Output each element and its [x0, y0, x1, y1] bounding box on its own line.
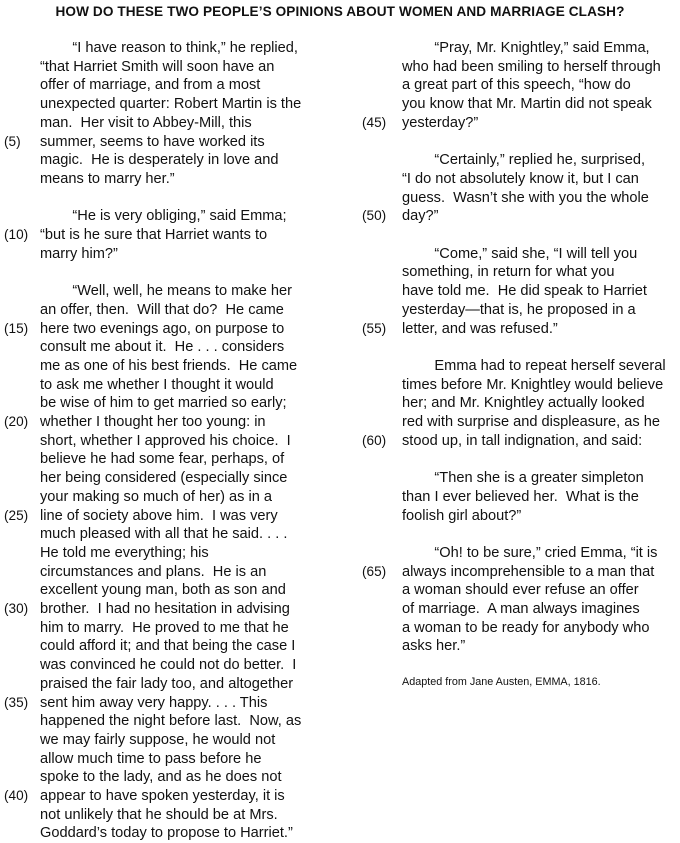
passage-line: “that Harriet Smith will soon have an — [40, 58, 275, 75]
passage-line: “I have reason to think,” he replied, — [40, 40, 298, 56]
passage-line: a great part of this speech, “how do — [402, 77, 631, 94]
passage-line: brother. I had no hesitation in advising — [40, 601, 290, 617]
passage-line: unexpected quarter: Robert Martin is the — [40, 96, 302, 113]
passage-line: we may fairly suppose, he would not — [40, 731, 276, 748]
line-number: (65) — [362, 563, 387, 579]
source-citation: Adapted from Jane Austen, EMMA, 1816. — [402, 675, 601, 688]
passage-line: offer of marriage, and from a most — [40, 77, 261, 94]
passage-line: who had been smiling to herself through — [402, 58, 661, 75]
passage-line: always incomprehensible to a man that — [402, 563, 655, 580]
passage-line: of marriage. A man always imagines — [402, 601, 640, 617]
passage-line: me as one of his best friends. He came — [40, 357, 298, 374]
passage-line: short, whether I approved his choice. I — [40, 432, 291, 449]
passage-line: asks her.” — [402, 638, 466, 655]
passage-line: Emma had to repeat herself several — [402, 357, 666, 374]
passage-line: red with surprise and displeasure, as he — [402, 414, 660, 430]
passage-line: allow much time to pass before he — [40, 750, 262, 767]
line-number: (55) — [362, 320, 387, 336]
passage-line: something, in return for what you — [402, 264, 615, 281]
passage-line: Goddard’s today to propose to Harriet.” — [40, 825, 293, 842]
passage-line: letter, and was refused.” — [402, 320, 558, 337]
passage-line: sent him away very happy. . . . This — [40, 694, 268, 711]
passage-line: be wise of him to get married so early; — [40, 395, 287, 412]
passage-line: was convinced he could not do better. I — [40, 657, 297, 674]
passage-line: appear to have spoken yesterday, it is — [40, 788, 285, 804]
page-title: HOW DO THESE TWO PEOPLE’S OPINIONS ABOUT WOMEN AND MARRIAGE CLASH? — [55, 4, 625, 19]
passage-line: a woman to be ready for anybody who — [402, 619, 650, 636]
passage-line: “Come,” said she, “I will tell you — [402, 245, 638, 262]
passage-line: not unlikely that he should be at Mrs. — [40, 806, 278, 823]
passage-line: guess. Wasn’t she with you the whole — [402, 189, 649, 206]
passage-line: whether I thought her too young: in — [40, 414, 266, 430]
passage-line: here two evenings ago, on purpose to — [40, 320, 285, 337]
passage-line: “Pray, Mr. Knightley,” said Emma, — [402, 40, 650, 56]
passage-line: spoke to the lady, and as he does not — [40, 769, 282, 786]
passage-line: “He is very obliging,” said Emma; — [40, 208, 287, 225]
passage-line: “I do not absolutely know it, but I can — [402, 170, 639, 187]
passage-line: “Well, well, he means to make her — [40, 283, 292, 300]
passage-line: “Then she is a greater simpleton — [402, 470, 644, 487]
passage-line: man. Her visit to Abbey-Mill, this — [40, 114, 252, 131]
passage-line: magic. He is desperately in love and — [40, 152, 279, 169]
passage-line: an offer, then. Will that do? He came — [40, 301, 284, 318]
line-number: (15) — [4, 320, 29, 336]
passage-line: her being considered (especially since — [40, 470, 288, 487]
passage-line: a woman should ever refuse an offer — [402, 582, 639, 599]
passage-line: day?” — [402, 208, 439, 225]
passage-line: means to marry her.” — [40, 170, 175, 187]
passage-line: him to marry. He proved to me that he — [40, 619, 289, 636]
passage-line: circumstances and plans. He is an — [40, 563, 267, 580]
passage-line: to ask me whether I thought it would — [40, 376, 274, 393]
passage-line: praised the fair lady too, and altogether — [40, 675, 294, 692]
passage-line: could afford it; and that being the case I — [40, 638, 296, 655]
line-number: (25) — [4, 507, 29, 523]
line-number: (60) — [362, 432, 387, 448]
line-number: (35) — [4, 694, 29, 710]
passage-line: summer, seems to have worked its — [40, 133, 265, 150]
line-number: (30) — [4, 601, 29, 616]
passage-line: “Certainly,” replied he, surprised, — [402, 152, 646, 169]
passage-line: yesterday—that is, he proposed in a — [402, 301, 636, 318]
passage-line: times before Mr. Knightley would believe — [402, 376, 664, 393]
passage-line: have told me. He did speak to Harriet — [402, 283, 647, 300]
line-number: (10) — [4, 227, 29, 242]
passage-line: than I ever believed her. What is the — [402, 488, 639, 505]
passage-line: consult me about it. He . . . considers — [40, 339, 285, 356]
passage-line: line of society above him. I was very — [40, 507, 278, 524]
passage-line: “but is he sure that Harriet wants to — [40, 227, 268, 243]
passage-line: much pleased with all that he said. . . . — [40, 526, 288, 543]
passage-line: happened the night before last. Now, as — [40, 713, 302, 730]
passage-line: yesterday?” — [402, 114, 479, 131]
passage-line: marry him?” — [40, 245, 118, 262]
passage-line: “Oh! to be sure,” cried Emma, “it is — [402, 544, 658, 561]
line-number: (5) — [4, 133, 21, 149]
line-number: (20) — [4, 414, 29, 429]
line-number: (40) — [4, 788, 29, 803]
passage-line: He told me everything; his — [40, 544, 209, 561]
passage-line: her; and Mr. Knightley actually looked — [402, 395, 645, 412]
passage-line: you know that Mr. Martin did not speak — [402, 96, 652, 113]
passage-line: your making so much of her) as in a — [40, 488, 272, 505]
passage-line: believe he had some fear, perhaps, of — [40, 451, 285, 468]
line-number: (50) — [362, 208, 387, 224]
passage-line: foolish girl about?” — [402, 507, 522, 524]
line-number: (45) — [362, 114, 387, 130]
passage-line: excellent young man, both as son and — [40, 582, 286, 599]
passage-line: stood up, in tall indignation, and said: — [402, 432, 643, 449]
